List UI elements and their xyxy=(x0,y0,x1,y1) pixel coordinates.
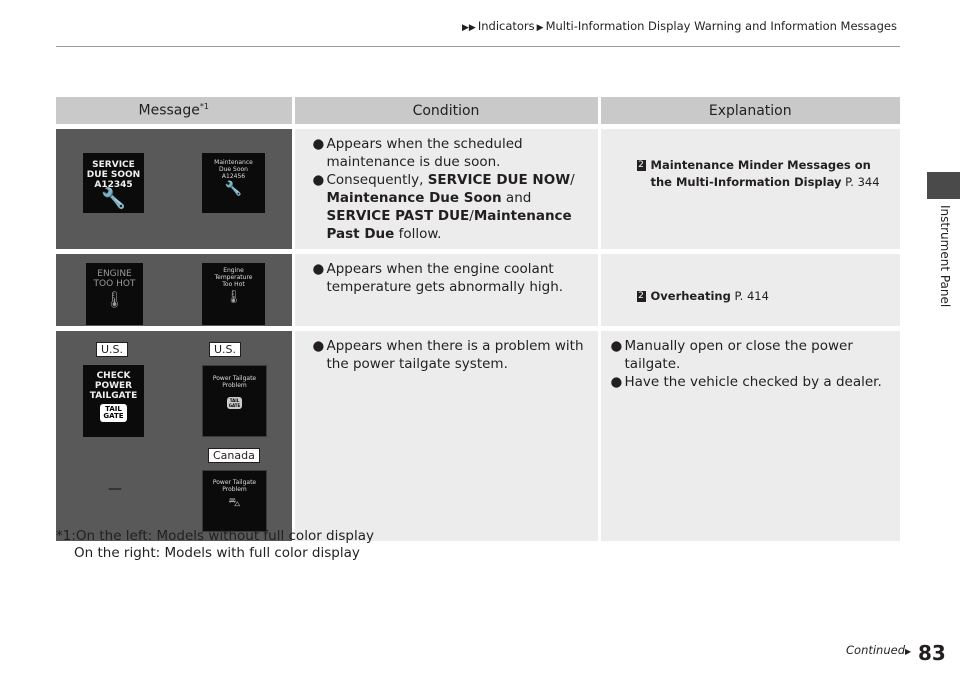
col-header-message: Message$^{*1}$ xyxy=(56,97,293,127)
bullet-icon: ● xyxy=(610,374,623,390)
maintenance-due-soon-display: Maintenance Due Soon A12456 🔧 xyxy=(202,153,265,213)
breadcrumb xyxy=(460,19,897,33)
message-table xyxy=(56,97,900,541)
no-message-dash: — xyxy=(108,481,122,497)
condition-cell xyxy=(293,127,599,252)
section-label: Instrument Panel xyxy=(938,205,952,308)
check-power-tailgate-display: CHECK POWER TAILGATE TAIL GATE xyxy=(83,365,144,437)
table-row xyxy=(56,329,900,541)
continued-arrow-icon: ▶ xyxy=(905,647,912,656)
cross-reference-link[interactable]: 2 Maintenance Minder Messages on the Multi-Information Display P. 344 xyxy=(638,158,880,189)
message-image-cell xyxy=(56,329,293,541)
condition-text: Appears when the scheduled maintenance is due soon. xyxy=(326,136,523,170)
condition-text: Appears when there is a problem with the power tailgate system. xyxy=(326,338,584,372)
condition-text: Appears when the engine coolant temperature gets abnormally high. xyxy=(326,261,564,295)
section-tab[interactable] xyxy=(927,172,960,199)
table-row xyxy=(56,127,900,252)
reference-arrow-icon: 2 xyxy=(638,160,644,170)
explanation-text: Manually open or close the power tailgate. xyxy=(624,338,853,372)
region-tag-canada: Canada xyxy=(208,448,260,463)
header-rule xyxy=(56,46,900,47)
power-tailgate-problem-display: Power Tailgate Problem TAIL GATE xyxy=(202,365,267,437)
bullet-icon: ● xyxy=(312,338,325,354)
footnote-line: On the right: Models with full color display xyxy=(74,545,360,561)
power-tailgate-problem-canada-display: Power Tailgate Problem ⛍ xyxy=(202,470,267,532)
breadcrumb-arrow-icon: ▶ xyxy=(536,23,544,33)
bullet-icon: ● xyxy=(312,261,325,277)
explanation-text: Have the vehicle checked by a dealer. xyxy=(624,374,882,390)
wrench-icon: 🔧 xyxy=(101,186,126,210)
condition-cell xyxy=(293,329,599,541)
service-due-soon-display: SERVICE DUE SOON A12345 🔧 xyxy=(83,153,144,213)
condition-text: Consequently, SERVICE DUE NOW/ Maintenance Due Soon and SERVICE PAST DUE/Maintenance Past Due follow. xyxy=(326,172,575,242)
breadcrumb-item[interactable]: Multi-Information Display Warning and Information Messages xyxy=(545,19,897,33)
engine-temperature-too-hot-display: Engine Temperature Too Hot 🌡 xyxy=(202,263,265,325)
table-header-row xyxy=(56,97,900,127)
breadcrumb-arrow-icon: ▶▶ xyxy=(462,23,476,33)
continued-label: Continued▶ xyxy=(846,643,912,657)
region-tag-us: U.S. xyxy=(209,342,241,357)
bullet-icon: ● xyxy=(312,136,325,152)
region-tag-us: U.S. xyxy=(96,342,128,357)
coolant-temperature-icon: 🌡 xyxy=(225,290,242,305)
col-header-condition: Condition xyxy=(293,97,599,127)
condition-cell xyxy=(293,252,599,329)
reference-arrow-icon: 2 xyxy=(638,291,644,301)
coolant-temperature-icon: 🌡 xyxy=(104,290,125,309)
table-row xyxy=(56,252,900,329)
col-header-explanation: Explanation xyxy=(599,97,900,127)
breadcrumb-item[interactable]: Indicators xyxy=(477,19,535,33)
engine-too-hot-display: ENGINE TOO HOT 🌡 xyxy=(86,263,143,325)
wrench-icon: 🔧 xyxy=(224,181,243,197)
bullet-icon: ● xyxy=(610,338,623,354)
message-image-cell xyxy=(56,127,293,252)
footnote xyxy=(56,528,374,562)
footnote-line: *1:On the left: Models without full color display xyxy=(56,528,374,544)
explanation-cell xyxy=(599,329,900,541)
tailgate-icon: TAIL GATE xyxy=(228,398,241,408)
cross-reference-link[interactable]: 2 Overheating P. 414 xyxy=(638,289,769,303)
explanation-cell xyxy=(599,127,900,252)
tailgate-vehicle-icon: ⛍ xyxy=(228,495,241,509)
message-image-cell xyxy=(56,252,293,329)
explanation-cell xyxy=(599,252,900,329)
tailgate-icon: TAIL GATE xyxy=(100,404,126,422)
bullet-icon: ● xyxy=(312,172,325,188)
page-number: 83 xyxy=(918,641,946,665)
